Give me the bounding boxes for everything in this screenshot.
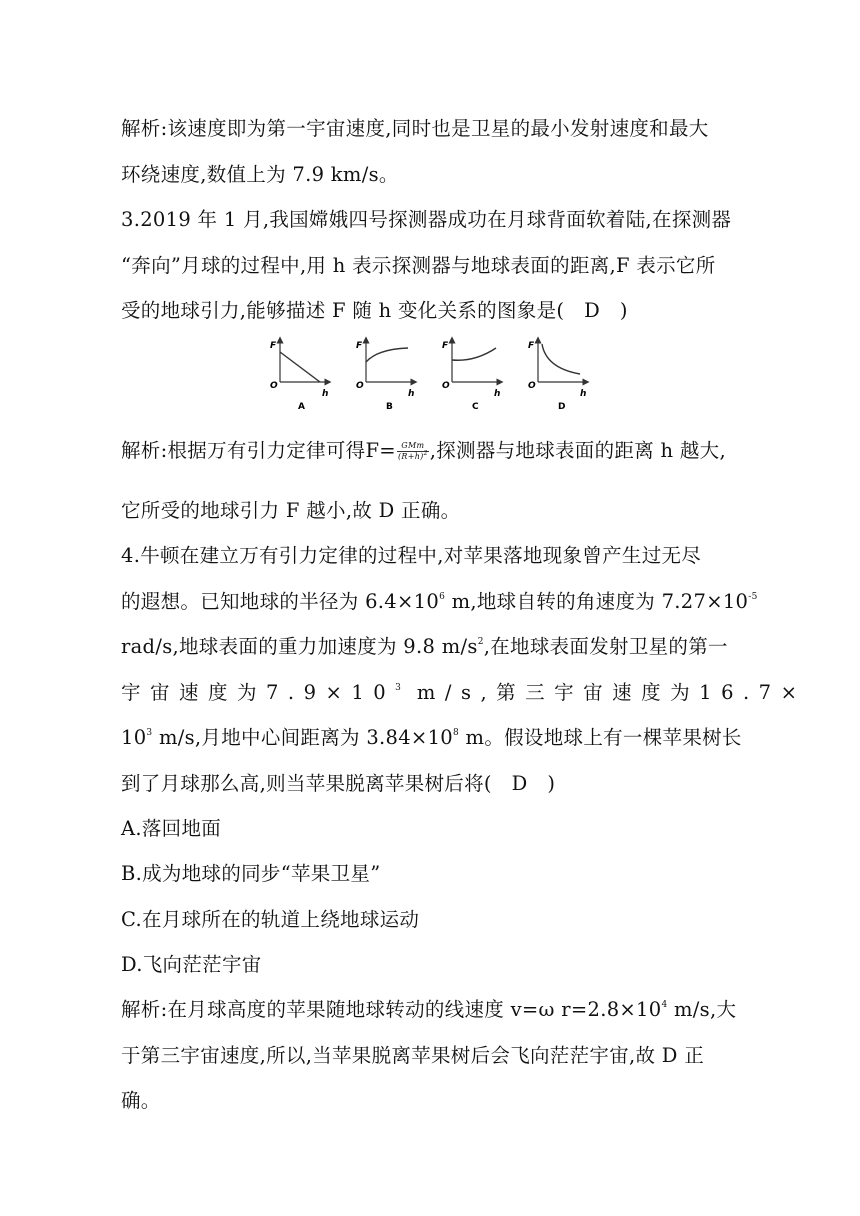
formula-numerator: GMm bbox=[397, 441, 429, 452]
q4-line2-text-b: m,地球自转的角速度为 7.27×10 bbox=[445, 590, 749, 613]
q4-question-line6: 到了月球那么高,则当苹果脱离苹果树后将( D ) bbox=[121, 772, 556, 795]
formula-exponent: 2 bbox=[423, 450, 428, 457]
graph-b-caption: B bbox=[386, 402, 393, 412]
graph-c-curve bbox=[452, 348, 496, 360]
q2-explanation-line2: 环绕速度,数值上为 7.9 km/s。 bbox=[121, 163, 399, 186]
graph-b-h-label: h bbox=[408, 389, 415, 399]
q4-explanation-line1 bbox=[121, 997, 736, 1023]
q3-question-line3: 受的地球引力,能够描述 F 随 h 变化关系的图象是( D ) bbox=[121, 299, 628, 322]
graph-b bbox=[356, 340, 414, 412]
q4-explanation-line2: 于第三宇宙速度,所以,当苹果脱离苹果树后会飞向茫茫宇宙,故 D 正 bbox=[121, 1044, 705, 1067]
q3-explanation-line1 bbox=[121, 438, 726, 464]
graph-a bbox=[270, 340, 328, 412]
q4-line5-text-a: 10 bbox=[121, 726, 147, 749]
q4-line3-text-a: rad/s,地球表面的重力加速度为 9.8 m/s bbox=[121, 635, 478, 658]
q4-line3-text-b: ,在地球表面发射卫星的第一 bbox=[483, 635, 728, 658]
graph-b-curve bbox=[366, 348, 408, 362]
q3-explanation-text-b: ,探测器与地球表面的距离 h 越大, bbox=[429, 439, 726, 462]
graph-d-origin-label: O bbox=[528, 381, 536, 391]
q4-line2-exp2: -5 bbox=[748, 592, 758, 602]
q4-line2-exp1: 6 bbox=[439, 592, 446, 602]
graph-c-f-label: F bbox=[442, 341, 449, 351]
q4-option-d: D.飞向茫茫宇宙 bbox=[121, 953, 262, 976]
q4-explanation-exp: 4 bbox=[661, 1000, 668, 1010]
q4-option-a: A.落回地面 bbox=[121, 817, 222, 840]
q4-explanation-line3: 确。 bbox=[121, 1089, 161, 1112]
q4-question-line1: 4.牛顿在建立万有引力定律的过程中,对苹果落地现象曾产生过无尽 bbox=[121, 544, 702, 567]
q4-line4-text-b: m/s,第三宇宙速度为16.7× bbox=[401, 681, 807, 704]
q4-line5-text-b: m/s,月地中心间距离为 3.84×10 bbox=[152, 726, 453, 749]
graph-c-origin-label: O bbox=[442, 381, 450, 391]
q4-line5-text-c: m。假设地球上有一棵苹果树长 bbox=[459, 726, 742, 749]
q4-explanation-text-a: 解析:在月球高度的苹果随地球转动的线速度 v=ω r=2.8×10 bbox=[121, 998, 662, 1021]
q4-option-c: C.在月球所在的轨道上绕地球运动 bbox=[121, 908, 420, 931]
graph-a-curve bbox=[280, 352, 320, 382]
formula-denominator-text: (R+h) bbox=[397, 452, 424, 461]
q4-line5-exp2: 8 bbox=[453, 728, 460, 738]
graph-a-caption: A bbox=[298, 402, 305, 412]
q3-question-line1: 3.2019 年 1 月,我国嫦娥四号探测器成功在月球背面软着陆,在探测器 bbox=[121, 208, 732, 231]
q4-question-line2 bbox=[121, 589, 758, 615]
q4-line3-exp: 2 bbox=[477, 637, 484, 647]
q4-question-line4 bbox=[121, 680, 806, 706]
graph-d-curve bbox=[542, 344, 580, 374]
graph-c bbox=[442, 340, 500, 412]
graph-a-h-label: h bbox=[322, 389, 329, 399]
q2-explanation-line1: 解析:该速度即为第一宇宙速度,同时也是卫星的最小发射速度和最大 bbox=[121, 117, 709, 140]
graph-a-origin-label: O bbox=[270, 381, 278, 391]
q3-explanation-text-a: 解析:根据万有引力定律可得F= bbox=[121, 439, 396, 462]
q4-explanation-text-b: m/s,大 bbox=[667, 998, 737, 1021]
q3-graph-options bbox=[260, 336, 600, 416]
q3-question-line2: “奔向”月球的过程中,用 h 表示探测器与地球表面的距离,F 表示它所 bbox=[121, 254, 716, 277]
graph-c-caption: C bbox=[472, 402, 479, 412]
graph-c-h-label: h bbox=[494, 389, 501, 399]
q4-line4-exp: 3 bbox=[395, 683, 402, 693]
q4-line5-exp1: 3 bbox=[146, 728, 153, 738]
q4-option-b: B.成为地球的同步“苹果卫星” bbox=[121, 862, 381, 885]
graph-b-origin-label: O bbox=[356, 381, 364, 391]
graph-d-h-label: h bbox=[580, 389, 587, 399]
graph-d bbox=[528, 340, 586, 412]
q4-question-line5 bbox=[121, 725, 742, 751]
q4-question-line3 bbox=[121, 634, 728, 660]
graph-b-f-label: F bbox=[356, 341, 363, 351]
q3-explanation-line2: 它所受的地球引力 F 越小,故 D 正确。 bbox=[121, 499, 461, 522]
q4-line4-text-a: 宇宙速度为7.9×10 bbox=[121, 681, 396, 704]
graph-d-caption: D bbox=[558, 402, 566, 412]
gravity-formula bbox=[397, 441, 429, 462]
graph-d-f-label: F bbox=[528, 341, 535, 351]
graph-a-f-label: F bbox=[270, 341, 277, 351]
formula-denominator bbox=[397, 452, 429, 462]
q4-line2-text-a: 的遐想。已知地球的半径为 6.4×10 bbox=[121, 590, 440, 613]
